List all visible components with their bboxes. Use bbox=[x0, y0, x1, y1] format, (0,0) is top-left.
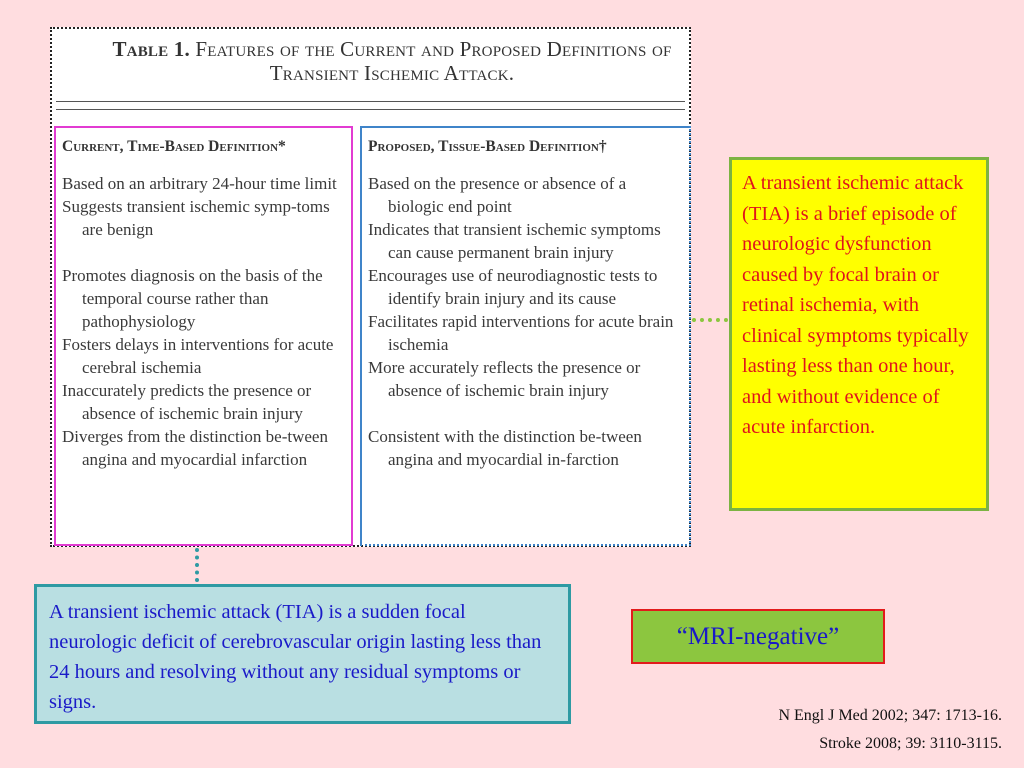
table-title bbox=[112, 37, 672, 85]
time-definition-callout: A transient ischemic attack (TIA) is a sudden focal neurologic deficit of cerebrovascular origin lasting less than 24 hours and resolving without any residual symptoms or signs. bbox=[34, 584, 571, 724]
proposed-definition-heading: Proposed, Tissue-Based Definition† bbox=[368, 138, 607, 155]
current-item: Suggests transient ischemic symp-toms are benign bbox=[62, 197, 330, 239]
yellow-callout-connector bbox=[692, 318, 728, 322]
definition-table bbox=[50, 27, 691, 547]
table-title-text: Features of the Current and Proposed Definitions of Transient Ischemic Attack. bbox=[195, 37, 672, 85]
tissue-definition-callout: A transient ischemic attack (TIA) is a brief episode of neurologic dysfunction caused by focal brain or retinal ischemia, with clinical symptoms typically lasting less than one hour, and without evidence of acute infarction. bbox=[729, 157, 989, 511]
teal-callout-connector bbox=[195, 548, 199, 582]
table-rule-bottom bbox=[56, 109, 685, 110]
proposed-item: Facilitates rapid interventions for acute brain ischemia bbox=[368, 312, 674, 354]
current-item: Based on an arbitrary 24-hour time limit bbox=[62, 174, 337, 193]
current-definition-column bbox=[54, 126, 353, 546]
proposed-item: Consistent with the distinction be-tween angina and myocardial in-farction bbox=[368, 427, 642, 469]
mri-negative-label: “MRI-negative” bbox=[631, 609, 885, 664]
current-item: Diverges from the distinction be-tween angina and myocardial infarction bbox=[62, 427, 328, 469]
reference-line: N Engl J Med 2002; 347: 1713-16. bbox=[778, 707, 1002, 724]
proposed-item: More accurately reflects the presence or absence of ischemic brain injury bbox=[368, 358, 641, 400]
proposed-definition-column bbox=[360, 126, 691, 546]
current-item: Promotes diagnosis on the basis of the temporal course rather than pathophysiology bbox=[62, 266, 323, 331]
references bbox=[778, 702, 1002, 758]
proposed-item: Based on the presence or absence of a biologic end point bbox=[368, 174, 627, 216]
table-rule-top bbox=[56, 101, 685, 102]
proposed-item: Encourages use of neurodiagnostic tests to identify brain injury and its cause bbox=[368, 266, 658, 308]
table-title-prefix: Table 1. bbox=[112, 37, 190, 61]
current-item: Fosters delays in interventions for acute cerebral ischemia bbox=[62, 335, 334, 377]
proposed-item: Indicates that transient ischemic symptoms can cause permanent brain injury bbox=[368, 220, 661, 262]
current-item: Inaccurately predicts the presence or absence of ischemic brain injury bbox=[62, 381, 312, 423]
current-definition-heading: Current, Time-Based Definition* bbox=[62, 138, 286, 155]
reference-line: Stroke 2008; 39: 3110-3115. bbox=[819, 735, 1002, 752]
